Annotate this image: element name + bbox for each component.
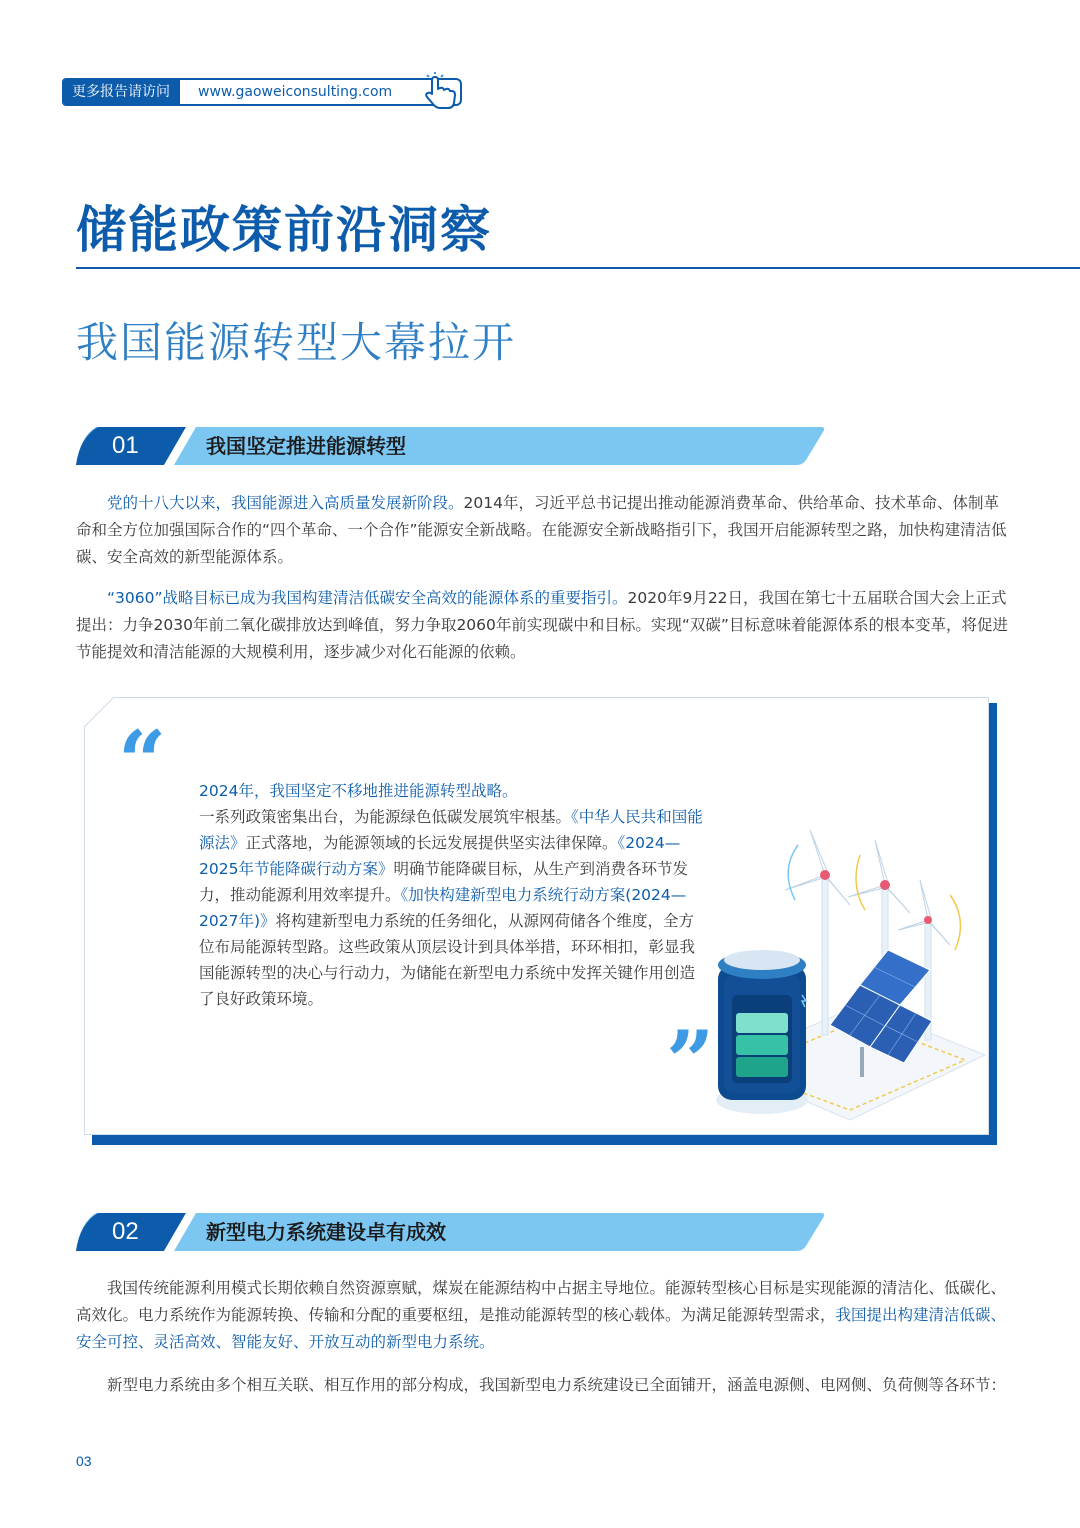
title-divider: [76, 267, 1080, 269]
section-number: 01: [112, 432, 139, 459]
section-02-paragraph-1: 我国传统能源利用模式长期依赖自然资源禀赋，煤炭在能源结构中占据主导地位。能源转型核心目标是实现能源的清洁化、低碳化、高效化。电力系统作为能源转换、传输和分配的重要枢纽，是推动能源转型的核心载体。为满足能源转型需求，我国提出构建清洁低碳、安全可控、灵活高效、智能友好、开放互动的新型电力系统。: [76, 1279, 1007, 1351]
quote-close-icon: ”: [666, 1020, 715, 1080]
section-title: 我国坚定推进能源转型: [206, 434, 406, 458]
section-02-paragraph-2: 新型电力系统由多个相互关联、相互作用的部分构成，我国新型电力系统建设已全面铺开，涵盖电源侧、电网侧、负荷侧等各环节：: [107, 1376, 1007, 1394]
quote-open-icon: “: [118, 720, 167, 780]
quote-body: 一系列政策密集出台，为能源绿色低碳发展筑牢根基。《中华人民共和国能源法》正式落地，为能源领域的长远发展提供坚实法律保障。《2024—2025年节能降碳行动方案》明确节能降碳目标，从生产到消费各环节发力，推动能源利用效率提升。《加快构建新型电力系统行动方案(2024—2027年)》将构建新型电力系统的任务细化，从源网荷储各个维度，全方位布局能源转型路。这些政策从顶层设计到具体举措，环环相扣，彰显我国能源转型的决心与行动力，为储能在新型电力系统中发挥关键作用创造了良好政策环境。: [199, 808, 703, 1008]
section-01-paragraph-2: “3060”战略目标已成为我国构建清洁低碳安全高效的能源体系的重要指引。2020年9月22日，我国在第七十五届联合国大会上正式提出：力争2030年前二氧化碳排放达到峰值，努力争取2060年前实现碳中和目标。实现“双碳”目标意味着能源体系的根本变革，将促进节能提效和清洁能源的大规模利用，逐步减少对化石能源的依赖。: [76, 589, 1008, 661]
section-number: 02: [112, 1218, 139, 1245]
quote-lead: 2024年，我国坚定不移地推进能源转型战略。: [199, 782, 518, 800]
hand-click-icon: [418, 72, 462, 112]
url-bar: [62, 78, 446, 106]
battery-wind-solar-illustration: [710, 825, 990, 1130]
section-title: 新型电力系统建设卓有成效: [206, 1220, 446, 1244]
visit-label: 更多报告请访问: [62, 78, 180, 106]
quote-text: [168, 778, 708, 1012]
page-subtitle: 我国能源转型大幕拉开: [76, 318, 517, 367]
section-banner-01: [76, 427, 826, 465]
page-number: 03: [76, 1453, 92, 1469]
page-title: 储能政策前沿洞察: [76, 201, 492, 259]
section-01-paragraph-1: 党的十八大以来，我国能源进入高质量发展新阶段。2014年，习近平总书记提出推动能源消费革命、供给革命、技术革命、体制革命和全方位加强国际合作的“四个革命、一个合作”能源安全新战略。在能源安全新战略指引下，我国开启能源转型之路，加快构建清洁低碳、安全高效的新型能源体系。: [76, 494, 1007, 566]
section-banner-02: [76, 1213, 826, 1251]
website-link[interactable]: www.gaoweiconsulting.com: [180, 78, 462, 106]
quote-box-corner: [84, 697, 114, 727]
